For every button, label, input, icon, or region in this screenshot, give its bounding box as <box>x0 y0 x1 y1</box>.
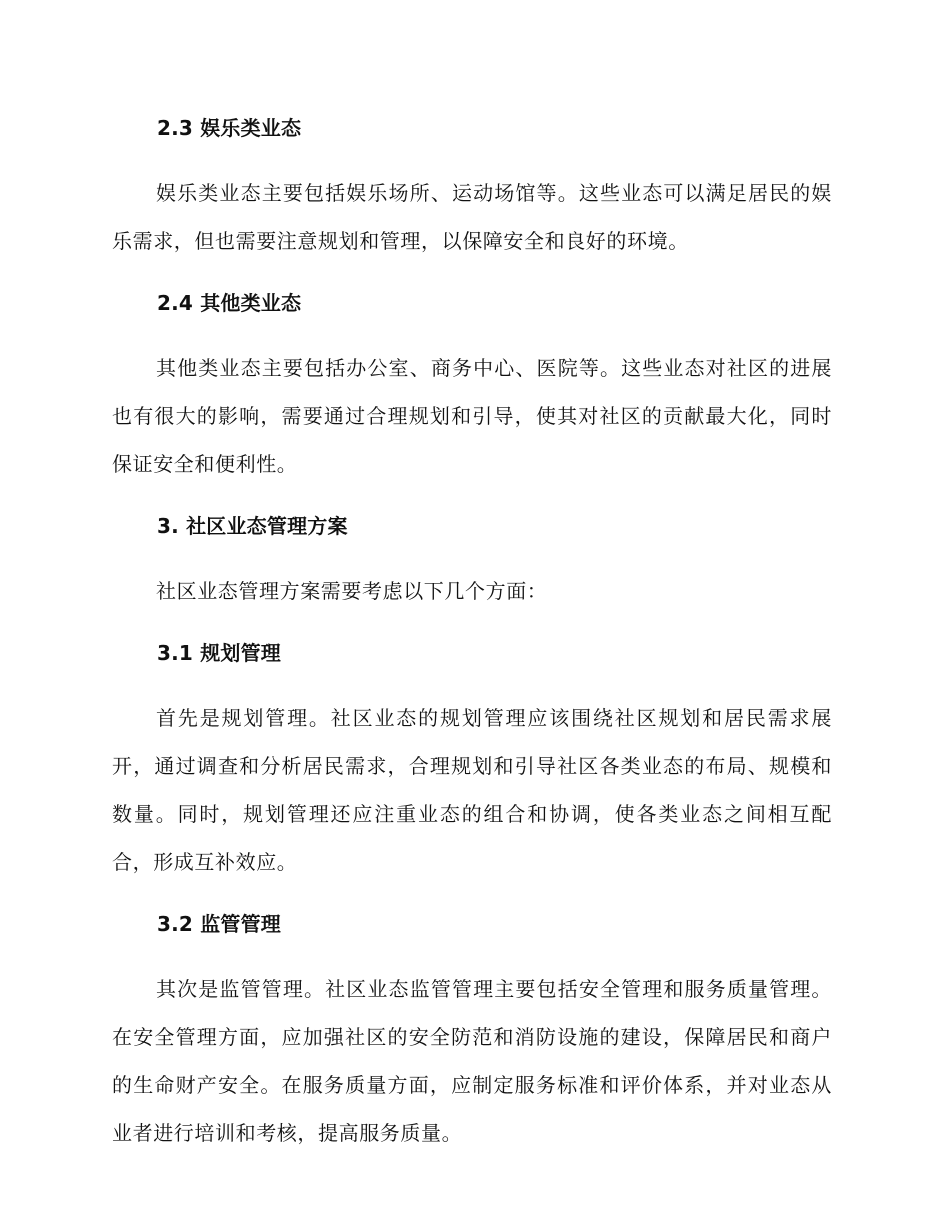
section-paragraph-3-2: 其次是监管管理。社区业态监管管理主要包括安全管理和服务质量管理。在安全管理方面，应加强社区的安全防范和消防设施的建设，保障居民和商户的生命财产安全。在服务质量方面，应制定服务标准和评价体系，并对业态从业者进行培训和考核，提高服务质量。 <box>112 977 832 1145</box>
section-paragraph-2-4: 其他类业态主要包括办公室、商务中心、医院等。这些业态对社区的进展也有很大的影响，需要通过合理规划和引导，使其对社区的贡献最大化，同时保证安全和便利性。 <box>112 356 832 476</box>
section-heading-3: 3. 社区业态管理方案 <box>157 514 348 538</box>
section-heading-2-4: 2.4 其他类业态 <box>157 291 302 315</box>
section-heading-2-3: 2.3 娱乐类业态 <box>157 116 302 140</box>
document-page <box>112 112 832 1157</box>
section-paragraph-3: 社区业态管理方案需要考虑以下几个方面： <box>156 579 548 603</box>
section-paragraph-2-3: 娱乐类业态主要包括娱乐场所、运动场馆等。这些业态可以满足居民的娱乐需求，但也需要注意规划和管理，以保障安全和良好的环境。 <box>112 181 832 253</box>
section-heading-3-2: 3.2 监管管理 <box>157 912 281 936</box>
section-paragraph-3-1: 首先是规划管理。社区业态的规划管理应该围绕社区规划和居民需求展开，通过调查和分析居民需求，合理规划和引导社区各类业态的布局、规模和数量。同时，规划管理还应注重业态的组合和协调，使各类业态之间相互配合，形成互补效应。 <box>112 706 832 874</box>
section-heading-3-1: 3.1 规划管理 <box>157 641 281 665</box>
